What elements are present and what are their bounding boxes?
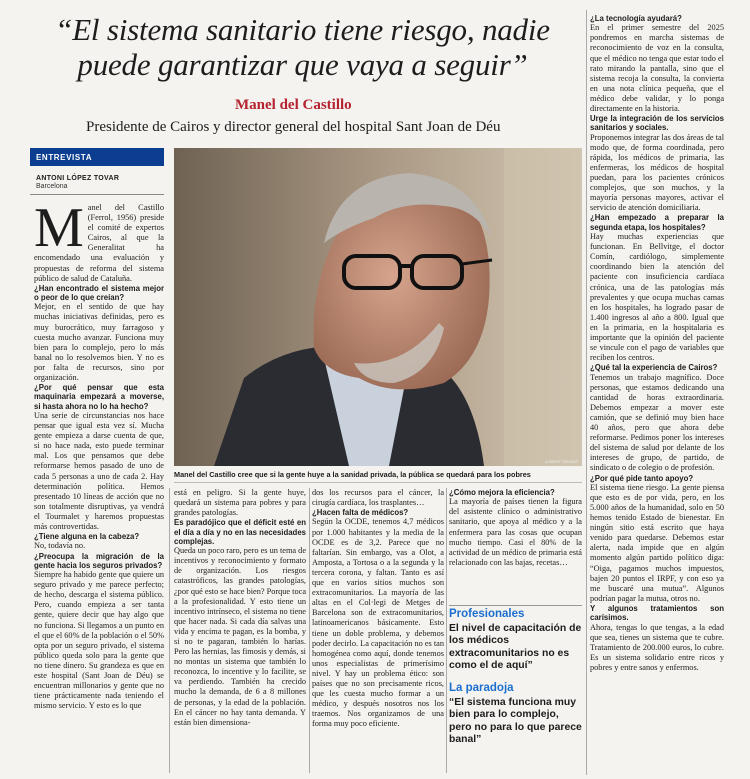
answer: Queda un poco raro, pero es un tema de incentivos y reconocimiento y formato de organización. Los riesgos catastróficos, las grandes patologías, ¿por qué esto se hace bien? Porque toca a la profesionalidad. Y esto tiene un incentivo intrínseco, el sistema no tiene que hacer nada. Si cada día salvas una vida y encima te pagan, es la bomba, y si no te pagaran, también lo harías. Pero las hernias, las fimosis y demás, si no montas un sistema que también lo reconozca, lo incentive y lo facilite, se va perdiendo. También ha crecido mucho la demanda, de 6 a 8 millones de personas, y la edad de la población. En el cáncer no hay tanta demanda. Y están bien dimensiona- — [174, 546, 306, 727]
divider — [174, 482, 582, 483]
answer: La mayoría de países tienen la figura del asistente clínico o administrativo sanitario, que apoya al médico y a la enfermera para las cosas que ocupan mucho tiempo. Casi el 80% de la actividad de un médico de primaria está relacionado con las bajas, recetas… — [449, 497, 582, 567]
answer: Hay muchas experiencias que funcionan. En Bellvitge, el doctor Comín, cardiólogo, simplemente coordinando bien la atención del paciente con insuficiencia cardíaca crónica, una de las patologías más prevalentes y que ocupa muchas camas en los hospitales, ha logrado pasar de 1.400 ingresos al año a 800. Igual que en la primaria, en la hospitalaria es importante que la opinión del paciente se vincule con el pago de variables que reciben los centros. — [590, 232, 724, 363]
body-column-2 — [174, 488, 306, 773]
question: Y algunos tratamientos son carísimos. — [590, 603, 724, 623]
question: ¿La tecnología ayudará? — [590, 14, 682, 23]
answer: Ahora, tengas lo que tengas, a la edad que sea, tienes un sistema que te cubre. Tratamiento de 200.000 euros, lo cubre. Es un sistema solidario entre ricos y pobres y entre sanos y enfermos. — [590, 622, 724, 672]
question: ¿Cómo mejora la eficiencia? — [449, 488, 555, 497]
pullquote-tag: Profesionales — [449, 608, 525, 620]
answer: está en peligro. Si la gente huye, quedará un sistema para pobres y para grandes patologías. — [174, 488, 306, 518]
question: ¿Tiene alguna en la cabeza? — [34, 532, 140, 542]
pullquote-text: El nivel de capacitación de los médicos extracomunitarios no es como el de aquí” — [449, 623, 582, 671]
question: ¿Hacen falta de médicos? — [312, 508, 409, 518]
author-name: ANTONI LÓPEZ TOVAR — [36, 175, 120, 182]
question: Urge la integración de los servicios sanitarios y sociales. — [590, 114, 724, 133]
column-divider — [586, 10, 587, 775]
answer: Siempre ha habido gente que quiere un seguro privado y me parece perfecto; de hecho, descarga el sistema público. Pero, cuando empieza a ser tanta gente, quiere decir que hay algo que no funciona. Si llegamos a un punto en el que el 60% de la población o el 50% opta por un seguro privado, el sistema público queda solo para la gente que no tiene dinero. Su grandeza es que en este hospital (Sant Joan de Déu) se encuentran millonarios y gente que no tiene prácticamente nada teniendo el mismo servicio. Y esto es lo que — [34, 570, 164, 711]
answer: El sistema tiene riesgo. La gente piensa que esto es de por vida, pero, en los 5.000 años de la humanidad, solo en 50 hemos tenido Estado de bienestar. En ningún sitio está escrito que haya venido para quedarse. Debemos estar alerta, nada impide que en algún momento algún partido político diga: “Oiga, pagamos muchos impuestos, bajen 20 puntos el IRPF, y con eso ya me buscaré una mutua”. Algunos podrían pagar la mutua, otros no. — [590, 482, 724, 603]
question: ¿Por qué pide tanto apoyo? — [590, 473, 694, 483]
pullquote-text: “El sistema funciona muy bien para lo complejo, pero no para lo que parece banal” — [449, 697, 582, 746]
answer: No, todavía no. — [34, 541, 86, 551]
question: Es paradójico que el déficit esté en el día a día y no en las necesidades complejas. — [174, 518, 306, 546]
body-column-1 — [34, 203, 164, 773]
lead-paragraph: anel del Castillo (Ferrol, 1956) preside el comité de expertos Cairos, al que la Generalitat ha encomendado una evaluación y propuestas de reforma del sistema público de salud de Cataluña. — [34, 203, 164, 283]
body-column-4 — [449, 488, 582, 608]
portrait-illustration — [174, 148, 582, 466]
divider — [30, 194, 164, 195]
body-column-5 — [590, 14, 724, 774]
author-place: Barcelona — [36, 183, 68, 190]
question: ¿Han encontrado el sistema mejor o peor de lo que creían? — [34, 283, 164, 303]
headline: “El sistema sanitario tiene riesgo, nadie puede garantizar que vaya a seguir” — [55, 12, 550, 82]
photo-caption: Manel del Castillo cree que si la gente huye a la sanidad privada, la pública se quedará para los pobres — [174, 470, 531, 479]
question: ¿Han empezado a preparar la segunda etapa, los hospitales? — [590, 213, 724, 232]
byline-name: Manel del Castillo — [235, 97, 352, 113]
answer: Mejor, en el sentido de que hay muchas iniciativas definidas, pero es muy burocrático, muy farragoso y cuesta mucho avanzar. Funciona muy bien para lo complejo, pero lo más banal no lo resolvemos bien. Y no es por falta de recursos, sino por organización. — [34, 302, 164, 382]
answer: Una serie de circunstancias nos hace pensar que igual esta vez sí. Mucha gente empieza a darse cuenta de que, si no hace nada, esto puede terminar mal. Los que pensamos que debe reformarse hemos pasado de uno de cada 5 personas a uno de cada 2. Hay determinación política. Hemos presentado 10 líneas de acción que no son totalmente disruptivas, ya vendrá el Tourmalet y haremos propuestas más controvertidas. — [34, 410, 164, 532]
photo-credit: LLIBERT TEIXIDÓ — [544, 459, 578, 464]
body-column-3 — [312, 488, 444, 773]
answer: Proponemos integrar las dos áreas de tal modo que, de forma coordinada, pero rápida, los médicos de primaria, las enfermeras, los médicos de hospital puedan, para los pacientes crónicos complejos, que son muchos, y la mayoría personas mayores, activar el servicio de atención domiciliaria. — [590, 132, 724, 213]
question: ¿Preocupa la migración de la gente hacia los seguros privados? — [34, 551, 164, 570]
pullquote-tag: La paradoja — [449, 682, 514, 695]
drop-cap: M — [34, 203, 84, 259]
answer: Según la OCDE, tenemos 4,7 médicos por 1.000 habitantes y la media de la OCDE es de 3,2. Parece que no faltarían. Sin embargo, vas a Olot, a Amposta, a Tortosa o a la segunda y la tercera corona, y faltan. Tanto es así que en varios sitios muchos son extracomunitarios. La mayoría de las altas en el Col·legi de Metges de Barcelona son de extracomunitarios, latinoamericanos básicamente. Esto tiene un doble problema, y debemos poder decirlo. La capacitación no es tan homogénea como aquí, donde tenemos unos especialistas de primerísimo nivel. Y hay un problema ético: son países que no son precisamente ricos, que les cuesta mucho formar a un médico, y después nosotros nos los traemos. Nos organizamos de una forma muy poco eficiente. — [312, 517, 444, 729]
section-tag: ENTREVISTA — [30, 148, 164, 166]
answer: En el primer semestre del 2025 pondremos en marcha sistemas de reconocimiento de voz en la consulta, que el médico no tenga que estar todo el rato mirando la pantalla, sino que el sistema recoja la consulta, la convierta en una nota clínica pequeña, que el médico debe validar, y lo ponga directamente en la historia. — [590, 23, 724, 114]
pullquotes — [449, 605, 582, 756]
question: ¿Qué tal la experiencia de Cairos? — [590, 363, 718, 373]
portrait-photo — [174, 148, 582, 466]
column-divider — [169, 488, 170, 773]
question: ¿Por qué pensar que esta maquinaria empezará a moverse, si hasta ahora no lo ha hecho? — [34, 383, 164, 411]
answer: dos los recursos para el cáncer, la cirugía cardíaca, los trasplantes… — [312, 488, 444, 508]
byline-role: Presidente de Cairos y director general del hospital Sant Joan de Déu — [86, 119, 501, 135]
column-divider — [309, 488, 310, 773]
column-divider — [446, 488, 447, 773]
answer: Tenemos un trabajo magnífico. Doce personas, que estamos dedicando una cantidad de horas extraordinaria. Debemos empezar a mover este camión, que se definió muy bien hace 40 años, pero que ahora debe reformarse. Pedimos poner los intereses del sistema de salud por delante de los intereses de grupo, de partido, de sindicato o de colegio o de profesión. — [590, 372, 724, 473]
